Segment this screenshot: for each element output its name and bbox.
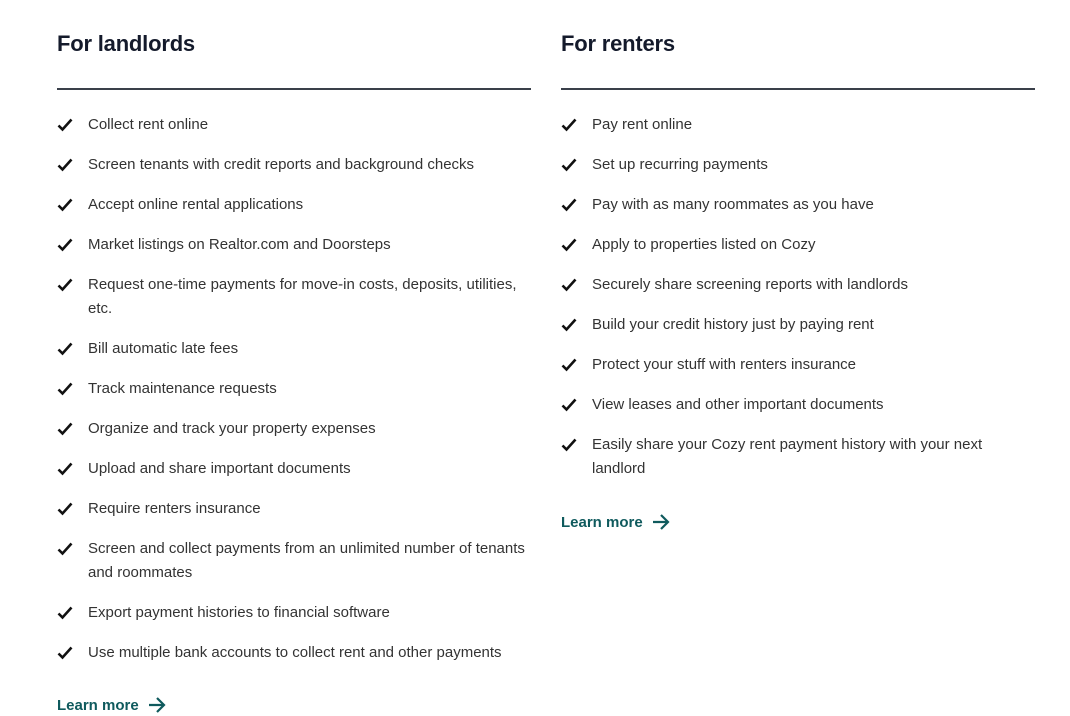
feature-item — [57, 537, 531, 585]
landlords-learn-more-link[interactable] — [57, 695, 167, 715]
feature-text: Securely share screening reports with landlords — [592, 276, 908, 293]
landlords-feature-list — [57, 113, 531, 681]
checkmark-icon — [561, 157, 577, 173]
feature-text: Require renters insurance — [88, 500, 261, 517]
feature-text: Upload and share important documents — [88, 460, 351, 477]
checkmark-icon — [57, 605, 73, 621]
feature-item — [561, 193, 1035, 217]
divider — [57, 88, 531, 90]
feature-item — [57, 337, 531, 361]
checkmark-icon — [561, 317, 577, 333]
checkmark-icon — [561, 237, 577, 253]
checkmark-icon — [561, 357, 577, 373]
feature-item — [57, 113, 531, 137]
checkmark-icon — [57, 341, 73, 357]
feature-text: Screen tenants with credit reports and background checks — [88, 156, 475, 173]
arrow-right-icon — [147, 695, 167, 715]
checkmark-icon — [57, 381, 73, 397]
feature-item — [57, 457, 531, 481]
feature-item — [57, 417, 531, 441]
feature-text: View leases and other important documents — [592, 396, 884, 413]
feature-item — [57, 377, 531, 401]
feature-text: Use multiple bank accounts to collect rent and other payments — [88, 644, 502, 661]
checkmark-icon — [57, 117, 73, 133]
feature-text: Easily share your Cozy rent payment history with your next landlord — [592, 436, 983, 477]
checkmark-icon — [561, 117, 577, 133]
feature-item — [57, 233, 531, 257]
checkmark-icon — [561, 397, 577, 413]
feature-item — [57, 497, 531, 521]
feature-text: Organize and track your property expenses — [88, 420, 376, 437]
feature-text: Accept online rental applications — [88, 196, 304, 213]
renters-feature-list — [561, 113, 1035, 497]
feature-text: Bill automatic late fees — [88, 340, 239, 357]
feature-item — [57, 601, 531, 625]
feature-item — [57, 153, 531, 177]
checkmark-icon — [57, 421, 73, 437]
feature-text: Protect your stuff with renters insurance — [592, 356, 857, 373]
checkmark-icon — [57, 197, 73, 213]
feature-text: Collect rent online — [88, 116, 209, 133]
checkmark-icon — [561, 197, 577, 213]
feature-item — [561, 353, 1035, 377]
learn-more-label: Learn more — [57, 696, 139, 714]
renters-heading: For renters — [561, 31, 675, 56]
feature-item — [57, 273, 531, 321]
checkmark-icon — [57, 237, 73, 253]
feature-item — [561, 113, 1035, 137]
divider — [561, 88, 1035, 90]
feature-item — [561, 153, 1035, 177]
checkmark-icon — [57, 501, 73, 517]
checkmark-icon — [561, 277, 577, 293]
checkmark-icon — [57, 277, 73, 293]
feature-text: Pay rent online — [592, 116, 693, 133]
feature-item — [561, 273, 1035, 297]
checkmark-icon — [57, 541, 73, 557]
feature-text: Build your credit history just by paying rent — [592, 316, 874, 333]
checkmark-icon — [57, 461, 73, 477]
feature-item — [561, 433, 1035, 481]
feature-item — [57, 193, 531, 217]
checkmark-icon — [57, 157, 73, 173]
landlords-heading: For landlords — [57, 31, 195, 56]
arrow-right-icon — [651, 512, 671, 532]
checkmark-icon — [561, 437, 577, 453]
feature-text: Screen and collect payments from an unlimited number of tenants and roommates — [88, 540, 525, 581]
renters-learn-more-link[interactable] — [561, 512, 671, 532]
feature-text: Pay with as many roommates as you have — [592, 196, 874, 213]
feature-item — [57, 641, 531, 665]
feature-text: Apply to properties listed on Cozy — [592, 236, 816, 253]
feature-text: Track maintenance requests — [88, 380, 277, 397]
feature-text: Market listings on Realtor.com and Doorsteps — [88, 236, 391, 253]
feature-text: Set up recurring payments — [592, 156, 768, 173]
feature-item — [561, 233, 1035, 257]
feature-item — [561, 313, 1035, 337]
learn-more-label: Learn more — [561, 513, 643, 531]
checkmark-icon — [57, 645, 73, 661]
feature-item — [561, 393, 1035, 417]
feature-text: Export payment histories to financial software — [88, 604, 390, 621]
feature-text: Request one-time payments for move-in costs, deposits, utilities, etc. — [88, 276, 517, 317]
